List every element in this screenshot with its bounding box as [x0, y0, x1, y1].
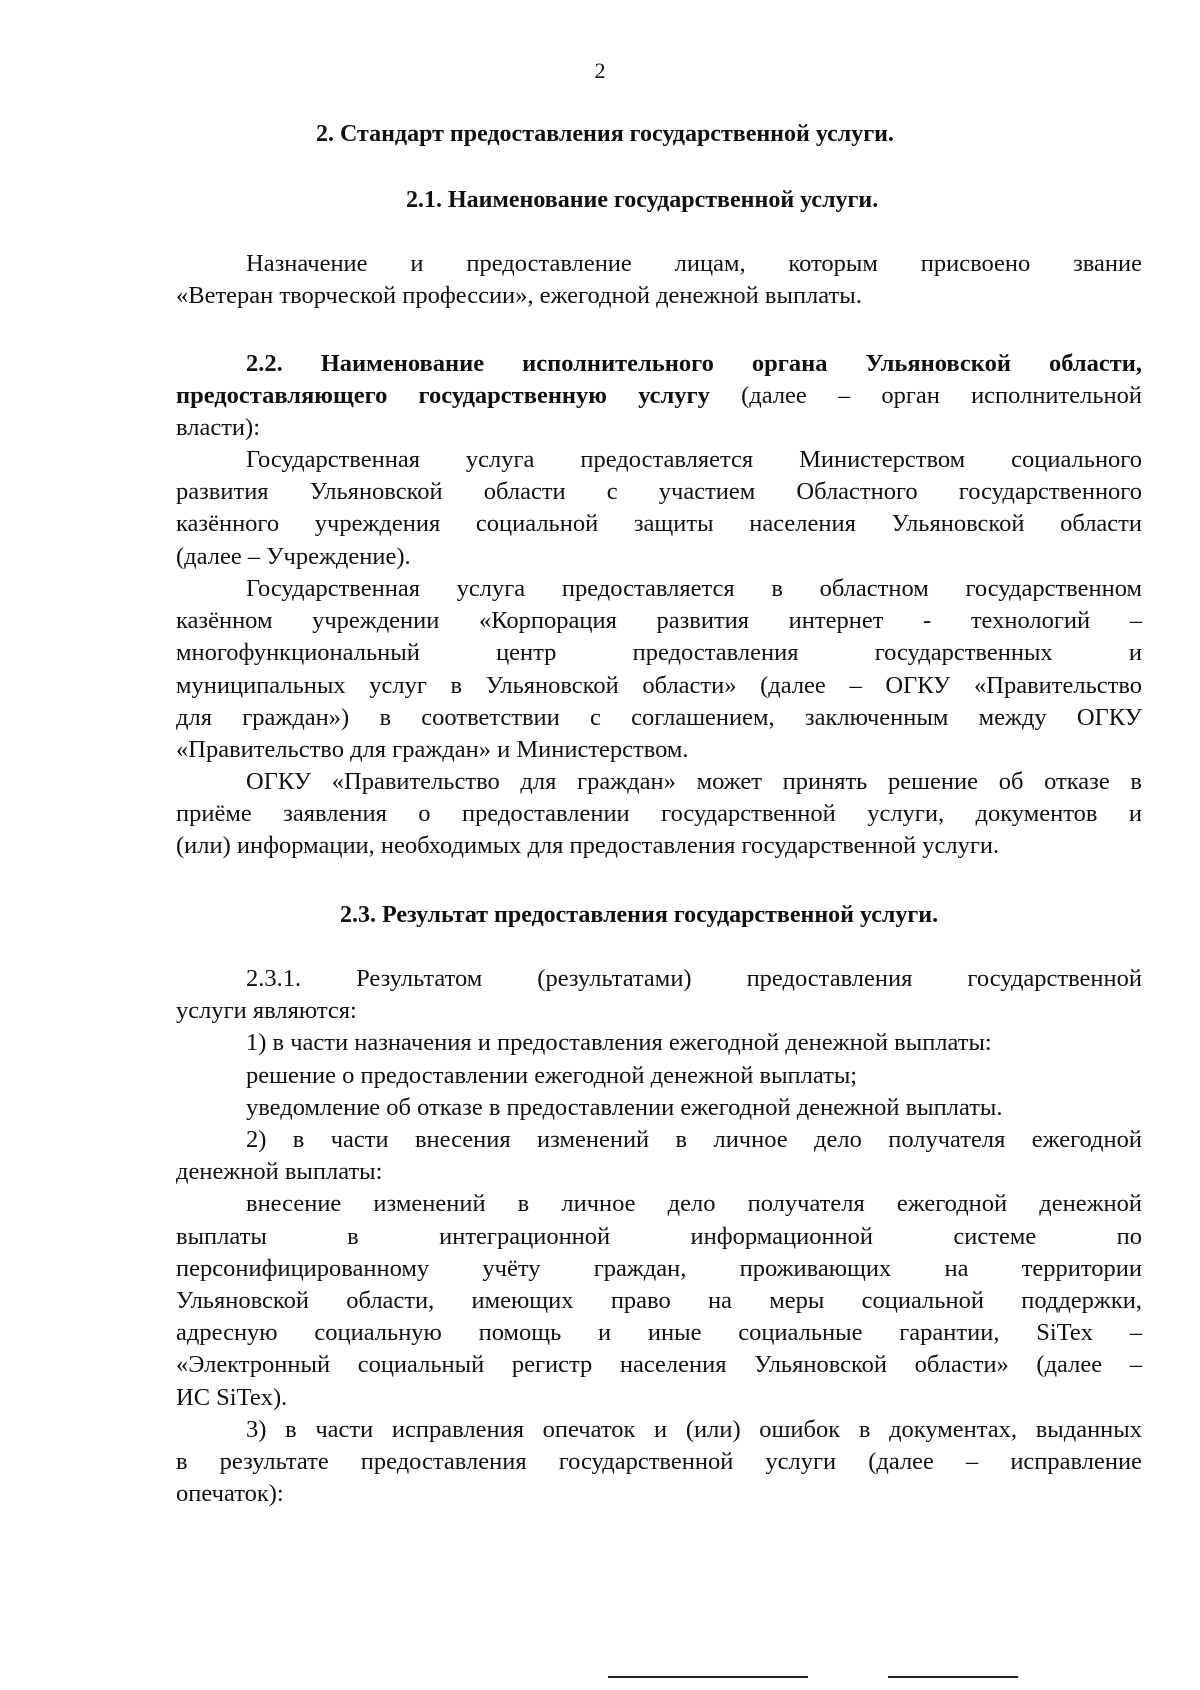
heading-2-2-line-1: 2.2. Наименование исполнительного органа Ульяновской области, [246, 350, 1142, 377]
text-line: в результате предоставления государственной услуги (далее – исправление [176, 1448, 1142, 1476]
heading-2-1: 2.1. Наименование государственной услуги. [406, 187, 879, 213]
text-line: «Ветеран творческой профессии», ежегодной денежной выплаты. [176, 282, 862, 310]
paragraph-2-2-3 [176, 766, 1142, 863]
text-line: многофункциональный центр предоставления государственных и [176, 639, 1142, 667]
heading-2-3: 2.3. Результат предоставления государственной услуги. [340, 902, 939, 928]
text-line: опечаток): [176, 1480, 284, 1508]
list-item-2-a: внесение изменений в личное дело получателя ежегодной денежной [246, 1190, 1142, 1218]
section-title: 2. Стандарт предоставления государственной услуги. [316, 121, 894, 147]
text-line: (или) информации, необходимых для предоставления государственной услуги. [176, 832, 1000, 860]
text-line: (далее – Учреждение). [176, 542, 411, 570]
text-line: 2.3.1. Результатом (результатами) предоставления государственной [246, 965, 1142, 992]
text-line: Ульяновской области, имеющих право на меры социальной поддержки, [176, 1287, 1142, 1315]
text-line: услуги являются: [176, 997, 357, 1025]
text-line: «Электронный социальный регистр населения Ульяновской области» (далее – [176, 1351, 1142, 1379]
list-item-3: 3) в части исправления опечаток и (или) ошибок в документах, выданных [246, 1415, 1142, 1443]
heading-2-2-tail: (далее – орган исполнительной [709, 382, 1142, 410]
text-line: денежной выплаты: [176, 1158, 383, 1186]
list-item-1-b: уведомление об отказе в предоставлении ежегодной денежной выплаты. [246, 1093, 1003, 1121]
text-line: ОГКУ «Правительство для граждан» может принять решение об отказе в [246, 768, 1142, 795]
text-line: приёме заявления о предоставлении государственной услуги, документов и [176, 800, 1142, 828]
paragraph-2-1 [176, 248, 1142, 312]
text-line: Государственная услуга предоставляется в областном государственном [246, 575, 1142, 602]
paragraph-2-2-2 [176, 573, 1142, 766]
text-line: адресную социальную помощь и иные социальные гарантии, SiTex – [176, 1319, 1142, 1347]
text-line: персонифицированному учёту граждан, проживающих на территории [176, 1254, 1142, 1282]
text-line: выплаты в интеграционной информационной системе по [176, 1222, 1142, 1250]
paragraph-2-3-1 [176, 963, 1142, 1510]
list-item-1: 1) в части назначения и предоставления ежегодной денежной выплаты: [246, 1029, 992, 1057]
signature-line [608, 1676, 808, 1678]
text-line: муниципальных услуг в Ульяновской области» (далее – ОГКУ «Правительство [176, 671, 1142, 699]
signature-line [888, 1676, 1018, 1678]
heading-2-2-line-2 [176, 380, 1142, 412]
text-line: ИС SiTex). [176, 1383, 288, 1411]
list-item-2: 2) в части внесения изменений в личное дело получателя ежегодной [246, 1126, 1142, 1154]
heading-2-2-line-3: власти): [176, 414, 261, 442]
text-line: развития Ульяновской области с участием Областного государственного [176, 478, 1142, 506]
heading-2-2-bold: предоставляющего государственную услугу [176, 382, 710, 410]
text-line: Назначение и предоставление лицам, которым присвоено звание [246, 250, 1142, 277]
heading-2-2 [176, 348, 1142, 445]
text-line: Государственная услуга предоставляется Министерством социального [246, 446, 1142, 473]
paragraph-2-2-1 [176, 444, 1142, 573]
page-number: 2 [594, 58, 606, 83]
text-line: для граждан») в соответствии с соглашением, заключенным между ОГКУ [176, 703, 1142, 731]
text-line: казённого учреждения социальной защиты населения Ульяновской области [176, 510, 1142, 538]
text-line: казённом учреждении «Корпорация развития интернет - технологий – [176, 607, 1142, 635]
text-line: «Правительство для граждан» и Министерством. [176, 736, 689, 764]
list-item-1-a: решение о предоставлении ежегодной денежной выплаты; [246, 1061, 858, 1089]
